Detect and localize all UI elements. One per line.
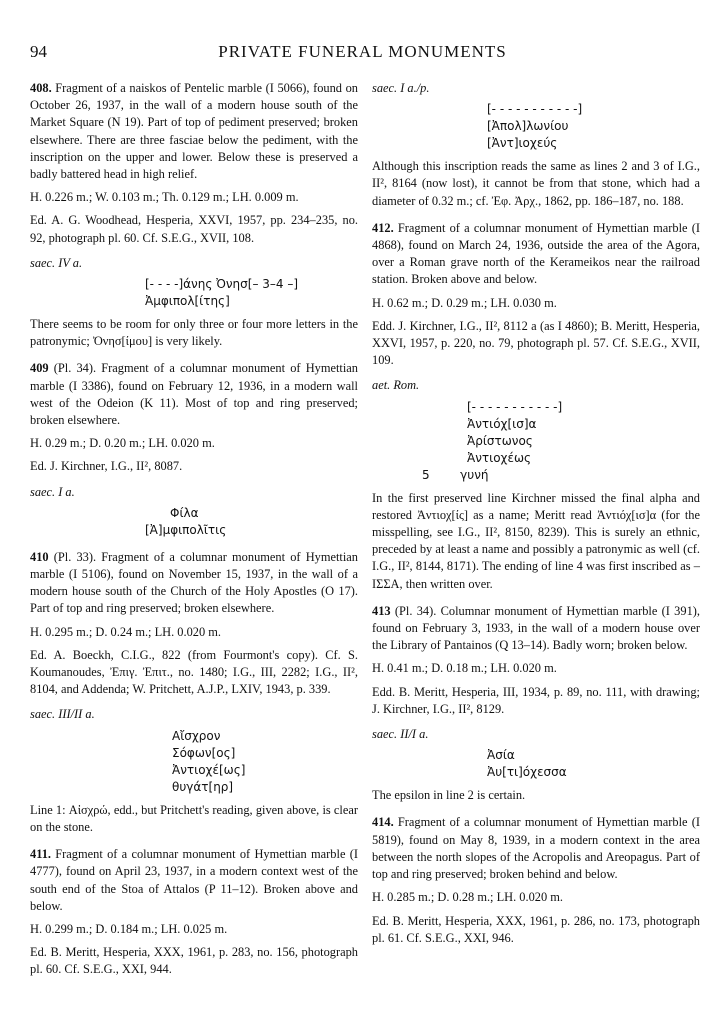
commentary: There seems to be room for only three or four more letters in the patronymic; Ὀνησ[ίμου] is very likely.: [30, 317, 358, 349]
entry-description: [30, 846, 358, 915]
commentary: The epsilon in line 2 is certain.: [372, 788, 526, 803]
dimensions: H. 0.29 m.; D. 0.20 m.; LH. 0.020 m.: [30, 436, 215, 451]
entry-413: [372, 603, 700, 805]
entry-description: [30, 360, 358, 429]
commentary: In the first preserved line Kirchner missed the final alpha and restored Ἀντιοχ[ίς] as a name; Meritt read Ἀντιόχ[ισ]α (for the misspelling, see I.G., II², 8150, 8239). This is surely an ethnic, preceded by at least a name and possibly a patronymic as well (cf. I.G., II², 8144, 8171). The ending of line 4 was first inscribed as –ΙΣΣΑ, then written over.: [372, 490, 700, 591]
entry-409: [30, 360, 358, 538]
right-column: [372, 80, 700, 957]
inscription-text: [30, 505, 358, 539]
dimensions: H. 0.299 m.; D. 0.184 m.; LH. 0.025 m.: [30, 921, 228, 936]
page-header: [30, 42, 695, 68]
inscription-text: [372, 399, 700, 484]
edition: Ed. A. G. Woodhead, Hesperia, XXVI, 1957, pp. 234–235, no. 92, photograph pl. 60. Cf. S.E.G., XVII, 108.: [30, 213, 358, 245]
entry-description: [372, 603, 700, 655]
entry-414: [372, 814, 700, 946]
entry-text: Fragment of a columnar monument of Hymettian marble (I 4777), found on April 23, 1937, in a modern context west of the south end of the Stoa of Attalos (P 11–12). Broken above and below.: [30, 847, 358, 913]
page-number: 94: [30, 42, 47, 61]
inscription-line: Φίλα: [170, 505, 199, 520]
edition: Edd. B. Meritt, Hesperia, III, 1934, p. 89, no. 111, with drawing; J. Kirchner, I.G., II², 8129.: [372, 684, 700, 716]
edition: Ed. B. Meritt, Hesperia, XXX, 1961, p. 286, no. 173, photograph pl. 61. Cf. S.E.G., XXI, 946.: [372, 913, 700, 945]
entry-number: 409: [30, 361, 49, 376]
edition: Ed. B. Meritt, Hesperia, XXX, 1961, p. 283, no. 156, photograph pl. 60. Cf. S.E.G., XXI, 944.: [30, 945, 358, 977]
entry-number: 408.: [30, 81, 52, 95]
entry-description: [30, 549, 358, 618]
inscription-line: [- - - -]άνης Ὀνησ[– 3–4 –]: [145, 277, 299, 292]
commentary: Line 1: Αἰσχρώ, edd., but Pritchett's reading, given above, is clear on the stone.: [30, 802, 358, 834]
entry-text: Fragment of a naiskos of Pentelic marble (I 5066), found on October 26, 1937, in the wall of a modern house south of the Market Square (N 19). Part of top of pediment preserved; broken elsewhere. There are three fasciae below the pediment, with the inscription on the upper and lower. Below these is preserved a badly battered head in high relief.: [30, 81, 358, 182]
entry-text: (Pl. 34). Fragment of a columnar monument of Hymettian marble (I 3386), found on February 12, 1936, in a modern wall west of the Odeion (K 11). Most of top and ring preserved; broken elsewhere.: [30, 361, 358, 428]
entry-408: [30, 80, 358, 350]
dimensions: H. 0.295 m.; D. 0.24 m.; LH. 0.020 m.: [30, 624, 222, 639]
inscription-line: [- - - - - - - - - - -]: [467, 399, 563, 414]
inscription-line: Ἀυ[τι]όχεσσα: [487, 765, 567, 780]
entry-number: 410: [30, 549, 49, 564]
dimensions: H. 0.62 m.; D. 0.29 m.; LH. 0.030 m.: [372, 295, 557, 310]
entry-410: [30, 549, 358, 836]
inscription-text: [372, 101, 700, 152]
entry-411: [30, 846, 358, 978]
entry-number: 411.: [30, 847, 51, 862]
running-head: PRIVATE FUNERAL MONUMENTS: [218, 42, 507, 61]
dimensions: H. 0.41 m.; D. 0.18 m.; LH. 0.020 m.: [372, 661, 557, 676]
inscription-line: Ἀρίστωνος: [467, 433, 533, 448]
inscription-line: Ἀντιόχ[ισ]α: [467, 416, 537, 431]
entry-411-continued: [372, 80, 700, 210]
date-line: saec. IV a.: [30, 255, 83, 270]
inscription-line: [Ἀπολ]λωνίου: [487, 119, 569, 134]
entry-description: [372, 220, 700, 289]
entry-412: [372, 220, 700, 593]
entry-number: 412.: [372, 220, 394, 235]
inscription-line: [Ἀντ]ιοχεύς: [487, 136, 558, 151]
inscription-line: θυγάτ[ηρ]: [172, 779, 234, 794]
entry-text: (Pl. 33). Fragment of a columnar monument of Hymettian marble (I 5106), found on November 15, 1937, in the wall of a modern house south of the Church of the Holy Apostles (O 17). Part of top and ring preserved; broken elsewhere.: [30, 549, 358, 616]
inscription-line: [- - - - - - - - - - -]: [487, 102, 583, 117]
dimensions: H. 0.226 m.; W. 0.103 m.; Th. 0.129 m.; LH. 0.009 m.: [30, 190, 299, 205]
date-line: saec. III/II a.: [30, 707, 95, 722]
inscription-text: [30, 728, 358, 796]
inscription-line: Ἀμφιπολ[ίτης]: [145, 294, 230, 309]
entry-text: (Pl. 34). Columnar monument of Hymettian marble (I 391), found on February 3, 1933, in the wall of a modern house over the Library of Pantainos (Q 13–14). Badly worn; broken below.: [372, 603, 700, 653]
inscription-line: Σόφων[ος]: [172, 745, 236, 760]
edition: Edd. J. Kirchner, I.G., II², 8112 a (as I 4860); B. Meritt, Hesperia, XXVI, 1957, p. 220, no. 79, photograph pl. 57. Cf. S.E.G., XVII, 109.: [372, 318, 700, 368]
inscription-text: [30, 276, 358, 310]
inscription-line: 5 γυνή: [422, 467, 489, 482]
entry-description: [372, 814, 700, 883]
inscription-line: Αἴσχρον: [172, 728, 221, 743]
inscription-line: Ἀντιοχέ[ως]: [172, 762, 246, 777]
date-line: saec. I a.: [30, 484, 75, 499]
date-line: saec. I a./p.: [372, 81, 430, 95]
entry-number: 413: [372, 603, 391, 618]
inscription-line: Ἀσία: [487, 748, 515, 763]
edition: Ed. A. Boeckh, C.I.G., 822 (from Fourmont's copy). Cf. S. Koumanoudes, Ἐπιγ. Ἐπιτ., no. 1480; I.G., III, 2282; I.G., II², 8104, and Addenda; W. Pritchett, A.J.P., LXIV, 1943, p. 339.: [30, 647, 358, 697]
commentary: Although this inscription reads the same as lines 2 and 3 of I.G., II², 8164 (now lost), it cannot be from that stone, which had a diameter of 0.32 m.; cf. Ἐφ. Ἀρχ., 1862, pp. 186–187, no. 188.: [372, 159, 700, 208]
edition: Ed. J. Kirchner, I.G., II², 8087.: [30, 459, 183, 474]
entry-number: 414.: [372, 815, 394, 830]
inscription-line: [Ἀ]μφιπολῖτις: [145, 522, 227, 537]
left-column: [30, 80, 358, 989]
inscription-text: [372, 747, 700, 781]
date-line: aet. Rom.: [372, 378, 420, 393]
entry-text: Fragment of a columnar monument of Hymettian marble (I 4868), found on March 24, 1936, outside the area of the Agora, over a Roman grave north of the Kerameikos near the railroad station. Broken above and below.: [372, 220, 700, 287]
inscription-line: Ἀντιοχέως: [467, 450, 532, 465]
entry-description: [30, 80, 358, 183]
date-line: saec. II/I a.: [372, 727, 429, 742]
entry-text: Fragment of a columnar monument of Hymettian marble (I 5819), found on May 8, 1939, in a modern context in the area between the north slopes of the Acropolis and Areopagus. Part of top and ring preserved; broken behind and below.: [372, 815, 700, 882]
dimensions: H. 0.285 m.; D. 0.28 m.; LH. 0.020 m.: [372, 890, 564, 905]
